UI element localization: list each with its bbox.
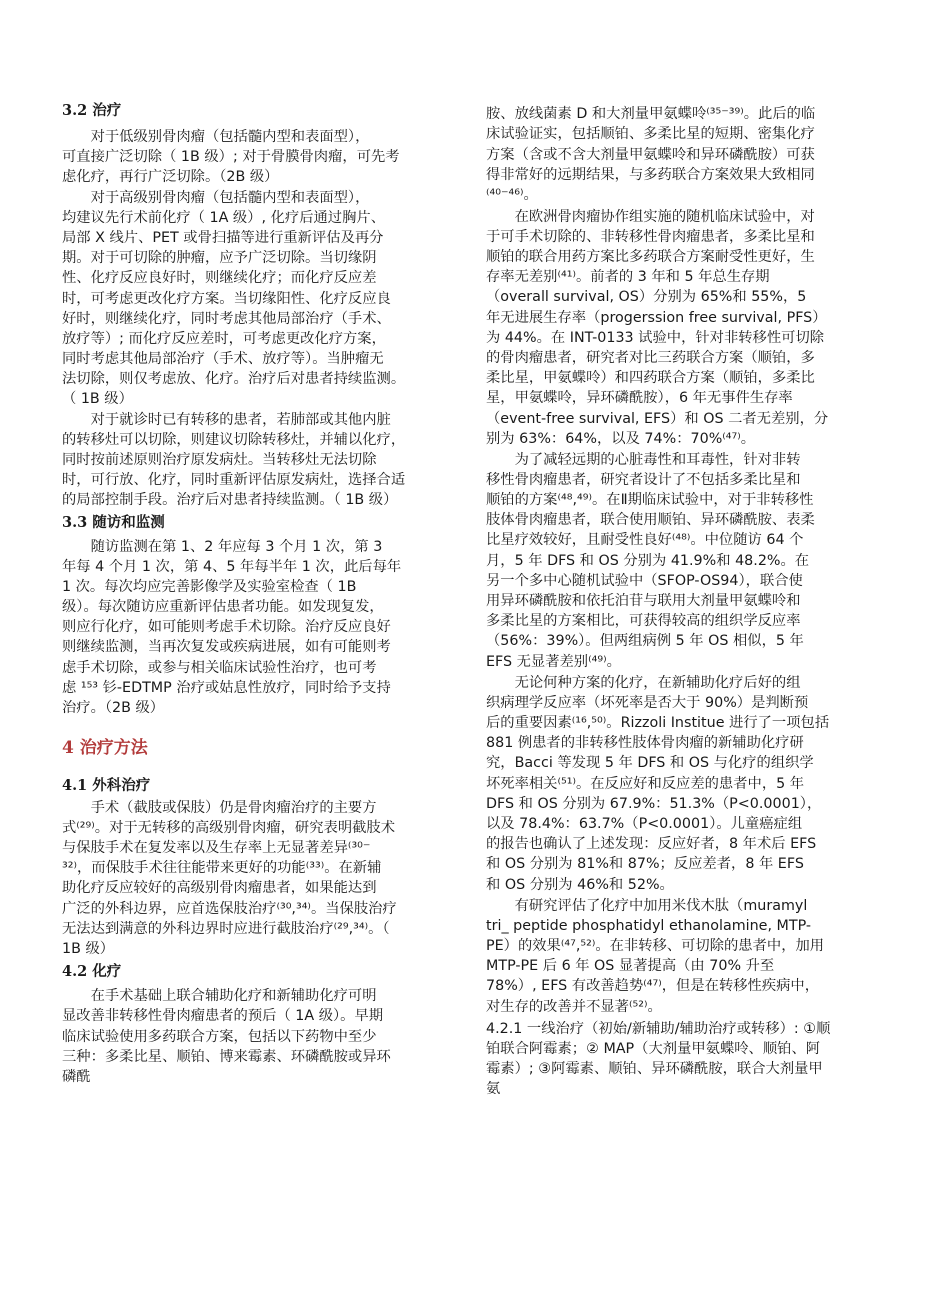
left-text-line: 性、化疗反应良好时，则继续化疗；而化疗反应差	[62, 270, 377, 286]
left-text-line: 磷酰	[62, 1069, 91, 1085]
right-text-line: 霉素）; ③阿霉素、顺铂、异环磷酰胺，联合大剂量甲	[486, 1061, 823, 1077]
right-text-line: 无论何种方案的化疗，在新辅助化疗后好的组	[486, 675, 801, 691]
right-text-line: 坏死率相关⁽⁵¹⁾。在反应好和反应差的患者中，5 年	[486, 776, 805, 792]
right-text-line: 顺铂的联合用药方案比多药联合方案耐受性更好，生	[486, 249, 815, 265]
right-text-line: 后的重要因素⁽¹⁶,⁵⁰⁾。Rizzoli Institue 进行了一项包括	[486, 715, 830, 731]
left-text-line: 好时，则继续化疗，同时考虑其他局部治疗（手术、	[62, 311, 391, 327]
left-text-line: 则应行化疗，如可能则考虑手术切除。治疗反应良好	[62, 619, 391, 635]
left-text-line: 三种：多柔比星、顺铂、博来霉素、环磷酰胺或异环	[62, 1049, 391, 1065]
left-text-line: ³²⁾，而保肢手术往往能带来更好的功能⁽³³⁾。在新辅	[62, 860, 382, 876]
left-text-line: 助化疗反应较好的高级别骨肉瘤患者，如果能达到	[62, 880, 377, 896]
left-text-line: 级）。每次随访应重新评估患者功能。如发现复发，	[62, 599, 384, 615]
left-text-line: 随访监测在第 1、2 年应每 3 个月 1 次，第 3	[62, 539, 383, 555]
right-text-line: DFS 和 OS 分别为 67.9%：51.3%（P<0.0001），	[486, 796, 822, 812]
left-text-line: 均建议先行术前化疗（ 1A 级）, 化疗后通过胸片、	[62, 210, 385, 226]
left-text-line: 局部 X 线片、PET 或骨扫描等进行重新评估及再分	[62, 230, 384, 246]
left-text-line: 与保肢手术在复发率以及生存率上无显著差异⁽³⁰⁻	[62, 840, 371, 856]
left-text-line: 时，可考虑更改化疗方案。当切缘阳性、化疗反应良	[62, 291, 391, 307]
right-text-line: 和 OS 分别为 81%和 87%；反应差者，8 年 EFS	[486, 856, 804, 872]
right-text-line: 肢体骨肉瘤患者，联合使用顺铂、异环磷酰胺、表柔	[486, 512, 815, 528]
left-text-line: 的转移灶可以切除，则建议切除转移灶，并辅以化疗，	[62, 432, 406, 448]
right-text-line: 氨	[486, 1081, 501, 1097]
right-text-line: 对生存的改善并不显著⁽⁵²⁾。	[486, 999, 662, 1015]
right-text-line: （overall survival, OS）分别为 65%和 55%，5	[486, 289, 807, 305]
left-text-line: 对于低级别骨肉瘤（包括髓内型和表面型），	[62, 129, 370, 145]
left-text-line: 式⁽²⁹⁾。对于无转移的高级别骨肉瘤，研究表明截肢术	[62, 820, 396, 836]
right-text-line: 在欧洲骨肉瘤协作组实施的随机临床试验中，对	[486, 209, 815, 225]
left-text-line: 治疗。（2B 级）	[62, 700, 165, 716]
left-text-line: 的局部控制手段。治疗后对患者持续监测。（ 1B 级）	[62, 492, 398, 508]
right-text-line: 月，5 年 DFS 和 OS 分别为 41.9%和 48.2%。在	[486, 553, 810, 569]
left-text-line: 期。对于可切除的肿瘤，应予广泛切除。当切缘阴	[62, 250, 377, 266]
right-text-line: EFS 无显著差别⁽⁴⁹⁾。	[486, 654, 621, 670]
right-text-line: 和 OS 分别为 46%和 52%。	[486, 877, 674, 893]
left-text-line: 时，可行放、化疗，同时重新评估原发病灶，选择合适	[62, 472, 406, 488]
right-text-line: 比星疗效较好，且耐受性良好⁽⁴⁸⁾。中位随访 64 个	[486, 532, 804, 548]
right-text-line: 别为 63%：64%，以及 74%：70%⁽⁴⁷⁾。	[486, 431, 756, 447]
right-text-line: MTP-PE 后 6 年 OS 显著提高（由 70% 升至	[486, 958, 775, 974]
left-text-line: 临床试验使用多药联合方案，包括以下药物中至少	[62, 1029, 377, 1045]
left-text-line: 显改善非转移性骨肉瘤患者的预后（ 1A 级）。早期	[62, 1008, 384, 1024]
right-text-line: 方案（含或不含大剂量甲氨蝶呤和异环磷酰胺）可获	[486, 147, 815, 163]
left-text-line: 可直接广泛切除（ 1B 级）; 对于骨膜骨肉瘤，可先考	[62, 149, 400, 165]
left-text-line: 虑 ¹⁵³ 钐-EDTMP 治疗或姑息性放疗，同时给予支持	[62, 680, 391, 696]
right-text-line: 铂联合阿霉素；② MAP（大剂量甲氨蝶呤、顺铂、阿	[486, 1041, 821, 1057]
right-text-line: 柔比星，甲氨蝶呤）和四药联合方案（顺铂，多柔比	[486, 370, 815, 386]
left-text-line: 在手术基础上联合辅助化疗和新辅助化疗可明	[62, 988, 377, 1004]
right-text-line: 究，Bacci 等发现 5 年 DFS 和 OS 与化疗的组织学	[486, 755, 814, 771]
left-text-line: 广泛的外科边界，应首选保肢治疗⁽³⁰,³⁴⁾。当保肢治疗	[62, 901, 397, 917]
left-text-line: 同时按前述原则治疗原发病灶。当转移灶无法切除	[62, 452, 377, 468]
right-text-line: 用异环磷酰胺和依托泊苷与联用大剂量甲氨蝶呤和	[486, 593, 801, 609]
left-text-line: 同时考虑其他局部治疗（手术、放疗等）。当肿瘤无	[62, 351, 384, 367]
right-text-line: 星，甲氨蝶呤，异环磷酰胺），6 年无事件生存率	[486, 390, 793, 406]
left-text-line: 无法达到满意的外科边界时应进行截肢治疗⁽²⁹,³⁴⁾。（	[62, 921, 390, 937]
left-text-line: 1B 级）	[62, 941, 115, 957]
right-text-line: 织病理学反应率（坏死率是否大于 90%）是判断预	[486, 695, 809, 711]
right-text-line: ⁽⁴⁰⁻⁴⁶⁾。	[486, 187, 538, 203]
left-section-heading: 4.1 外科治疗	[62, 777, 151, 794]
right-text-line: 于可手术切除的、非转移性骨肉瘤患者，多柔比星和	[486, 229, 815, 245]
right-text-line: 为了减轻远期的心脏毒性和耳毒性，针对非转	[486, 452, 801, 468]
right-text-line: 多柔比星的方案相比，可获得较高的组织学反应率	[486, 613, 801, 629]
right-text-line: 的报告也确认了上述发现：反应好者，8 年术后 EFS	[486, 836, 817, 852]
left-text-line: 放疗等）; 而化疗反应差时，可考虑更改化疗方案，	[62, 331, 386, 347]
left-text-line: 手术（截肢或保肢）仍是骨肉瘤治疗的主要方	[62, 800, 377, 816]
right-text-line: 得非常好的远期结果，与多药联合方案效果大致相同	[486, 167, 815, 183]
left-section-heading: 3.3 随访和监测	[62, 514, 165, 531]
left-text-line: 虑手术切除，或参与相关临床试验性治疗，也可考	[62, 660, 377, 676]
right-text-line: 4.2.1 一线治疗（初始/新辅助/辅助治疗或转移）: ①顺	[486, 1021, 831, 1037]
left-text-line: 则继续监测，当再次复发或疾病进展，如有可能则考	[62, 639, 391, 655]
right-text-line: 存率无差别⁽⁴¹⁾。前者的 3 年和 5 年总生存期	[486, 269, 770, 285]
left-text-line: （ 1B 级）	[62, 391, 133, 407]
right-text-line: PE）的效果⁽⁴⁷,⁵²⁾。在非转移、可切除的患者中，加用	[486, 938, 825, 954]
right-text-line: 有研究评估了化疗中加用米伐木肽（muramyl	[486, 898, 808, 914]
left-section-heading: 3.2 治疗	[62, 102, 122, 119]
right-text-line: 为 44%。在 INT-0133 试验中，针对非转移性可切除	[486, 330, 825, 346]
right-text-line: 顺铂的方案⁽⁴⁸,⁴⁹⁾。在Ⅱ期临床试验中，对于非转移性	[486, 492, 814, 508]
left-text-line: 1 次。每次均应完善影像学及实验室检查（ 1B	[62, 579, 357, 595]
right-text-line: 78%）, EFS 有改善趋势⁽⁴⁷⁾，但是在转移性疾病中，	[486, 978, 820, 994]
right-text-line: 年无进展生存率（progerssion free survival, PFS）	[486, 310, 827, 326]
right-text-line: 移性骨肉瘤患者，研究者设计了不包括多柔比星和	[486, 472, 801, 488]
left-text-line: 年每 4 个月 1 次，第 4、5 年每半年 1 次，此后每年	[62, 559, 402, 575]
right-text-line: 床试验证实，包括顺铂、多柔比星的短期、密集化疗	[486, 126, 815, 142]
left-section-heading: 4.2 化疗	[62, 963, 122, 980]
left-text-line: 法切除，则仅考虑放、化疗。治疗后对患者持续监测。	[62, 371, 406, 387]
left-text-line: 对于高级别骨肉瘤（包括髓内型和表面型），	[62, 190, 370, 206]
right-text-line: 另一个多中心随机试验中（SFOP-OS94），联合使	[486, 573, 803, 589]
right-text-line: 胺、放线菌素 D 和大剂量甲氨蝶呤⁽³⁵⁻³⁹⁾。此后的临	[486, 106, 816, 122]
left-section-heading: 4 治疗方法	[62, 738, 148, 758]
right-text-line: tri_ peptide phosphatidyl ethanolamine, MTP-	[486, 918, 812, 934]
left-text-line: 对于就诊时已有转移的患者，若肺部或其他内脏	[62, 412, 391, 428]
left-text-line: 虑化疗，再行广泛切除。（2B 级）	[62, 169, 279, 185]
right-text-line: （56%：39%）。但两组病例 5 年 OS 相似，5 年	[486, 633, 804, 649]
right-text-line: 881 例患者的非转移性肢体骨肉瘤的新辅助化疗研	[486, 735, 804, 751]
right-text-line: （event-free survival, EFS）和 OS 二者无差别，分	[486, 411, 829, 427]
right-text-line: 的骨肉瘤患者，研究者对比三药联合方案（顺铂，多	[486, 350, 815, 366]
right-text-line: 以及 78.4%：63.7%（P<0.0001）。儿童癌症组	[486, 816, 803, 832]
